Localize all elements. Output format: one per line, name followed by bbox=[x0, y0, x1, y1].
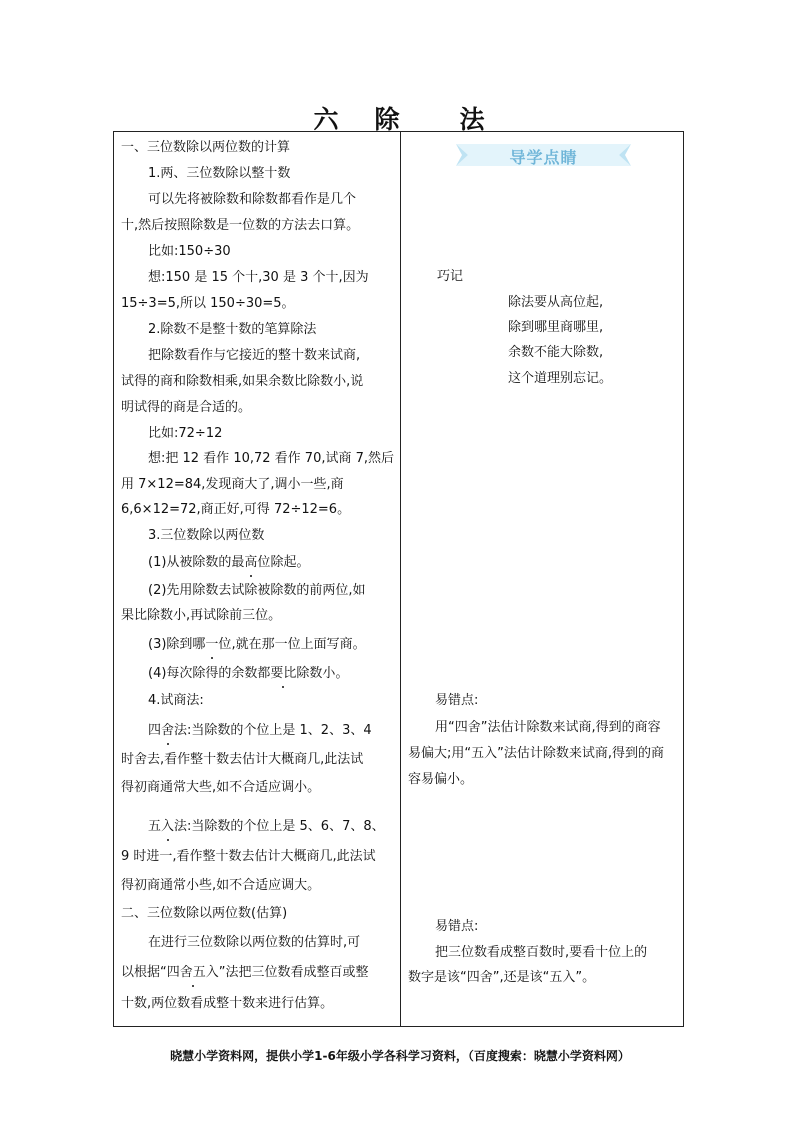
poem-line: 除到哪里商哪里, bbox=[508, 320, 604, 335]
text-line: 把三位数看成整百数时,要看十位上的 bbox=[435, 945, 648, 960]
rule-4 bbox=[148, 666, 348, 682]
poem-line: 除法要从高位起, bbox=[508, 295, 604, 310]
text-span: (4)每次除得的 bbox=[148, 666, 232, 681]
text-line: 十,然后按照除数是一位数的方法去口算。 bbox=[121, 218, 360, 233]
section2-heading: 二、三位数除以两位数(估算) bbox=[121, 906, 288, 921]
section1-heading: 一、三位数除以两位数的计算 bbox=[121, 140, 291, 155]
text-line: 在进行三位数除以两位数的估算时,可 bbox=[148, 935, 361, 950]
estimation-line bbox=[121, 965, 369, 981]
text-line: 9 时进一,看作整十数去估计大概商几,此法试 bbox=[121, 849, 376, 864]
text-line: 容易偏小。 bbox=[408, 772, 474, 787]
poem-line: 这个道理别忘记。 bbox=[508, 371, 613, 386]
text-line: 明试得的商是合适的。 bbox=[121, 400, 252, 415]
guide-banner bbox=[456, 142, 631, 168]
emphasis-text: 四舍五入 bbox=[166, 965, 219, 980]
text-line: 想:把 12 看作 10,72 看作 70,试商 7,然后 bbox=[148, 451, 395, 466]
emphasis-text: 哪一位 bbox=[192, 637, 232, 652]
text-span: ”法把三位数看成整百或整 bbox=[218, 965, 369, 980]
subheading-3: 3.三位数除以两位数 bbox=[148, 528, 265, 543]
text-line: (2)先用除数去试除被除数的前两位,如 bbox=[148, 583, 366, 598]
title-char-1: 六 bbox=[313, 105, 341, 134]
method-five-up bbox=[148, 819, 385, 835]
emphasis-text: 最高位 bbox=[231, 555, 271, 570]
content-table bbox=[113, 131, 684, 1027]
text-line: 把除数看作与它接近的整十数来试商, bbox=[148, 348, 361, 363]
text-span: :当除数的个位上是 5、6、7、8、 bbox=[187, 819, 385, 834]
text-line: 想:150 是 15 个十,30 是 3 个十,因为 bbox=[148, 270, 369, 285]
error-heading-1: 易错点: bbox=[435, 693, 479, 708]
text-line: 可以先将被除数和除数都看作是几个 bbox=[148, 192, 357, 207]
text-line: 6,6×12=72,商正好,可得 72÷12=6。 bbox=[121, 502, 351, 517]
text-line: 用“四舍”法估计除数来试商,得到的商容 bbox=[435, 720, 661, 735]
title-char-2: 除 bbox=[374, 105, 402, 134]
error-heading-2: 易错点: bbox=[435, 919, 479, 934]
text-line: 得初商通常大些,如不合适应调小。 bbox=[121, 780, 321, 795]
text-line: 时舍去,看作整十数去估计大概商几,此法试 bbox=[121, 752, 364, 767]
example-line: 比如:150÷30 bbox=[148, 244, 231, 259]
banner-title: 导学点睛 bbox=[509, 148, 578, 167]
example-line: 比如:72÷12 bbox=[148, 426, 223, 441]
method-term: 五入法 bbox=[148, 819, 188, 834]
text-line: 15÷3=5,所以 150÷30=5。 bbox=[121, 296, 295, 311]
text-span: 。 bbox=[335, 666, 349, 681]
text-span: ,就在那一位上面写商。 bbox=[231, 637, 366, 652]
subheading-1: 1.两、三位数除以整十数 bbox=[148, 166, 291, 181]
tip-heading: 巧记 bbox=[437, 269, 464, 284]
text-span: (3)除到 bbox=[148, 637, 193, 652]
text-line: 试得的商和除数相乘,如果余数比除数小,说 bbox=[121, 374, 364, 389]
text-line: 易偏大;用“五入”法估计除数来试商,得到的商 bbox=[408, 746, 664, 761]
text-span: (1)从被除数的 bbox=[148, 555, 232, 570]
rule-1 bbox=[148, 555, 309, 571]
rule-3 bbox=[148, 637, 366, 653]
text-line: 数字是该“四舍”,还是该“五入”。 bbox=[408, 970, 596, 985]
text-line: 得初商通常小些,如不合适应调大。 bbox=[121, 878, 321, 893]
column-divider bbox=[400, 132, 401, 1026]
method-four-down bbox=[148, 723, 372, 739]
text-line: 果比除数小,再试除前三位。 bbox=[121, 608, 282, 623]
emphasis-text: 余数都要比除数小 bbox=[231, 666, 336, 681]
text-line: 十数,两位数看成整十数来进行估算。 bbox=[121, 996, 334, 1011]
subheading-4: 4.试商法: bbox=[148, 693, 204, 708]
text-line: 用 7×12=84,发现商大了,调小一些,商 bbox=[121, 477, 344, 492]
poem-line: 余数不能大除数, bbox=[508, 345, 604, 360]
footer-note: 晓慧小学资料网，提供小学1-6年级小学各科学习资料，（百度搜索：晓慧小学资料网） bbox=[170, 1049, 630, 1063]
text-span: 以根据“ bbox=[121, 965, 167, 980]
title-char-3: 法 bbox=[459, 105, 487, 134]
text-span: :当除数的个位上是 1、2、3、4 bbox=[187, 723, 372, 738]
subheading-2: 2.除数不是整十数的笔算除法 bbox=[148, 322, 317, 337]
method-term: 四舍法 bbox=[148, 723, 188, 738]
text-span: 除起。 bbox=[270, 555, 310, 570]
